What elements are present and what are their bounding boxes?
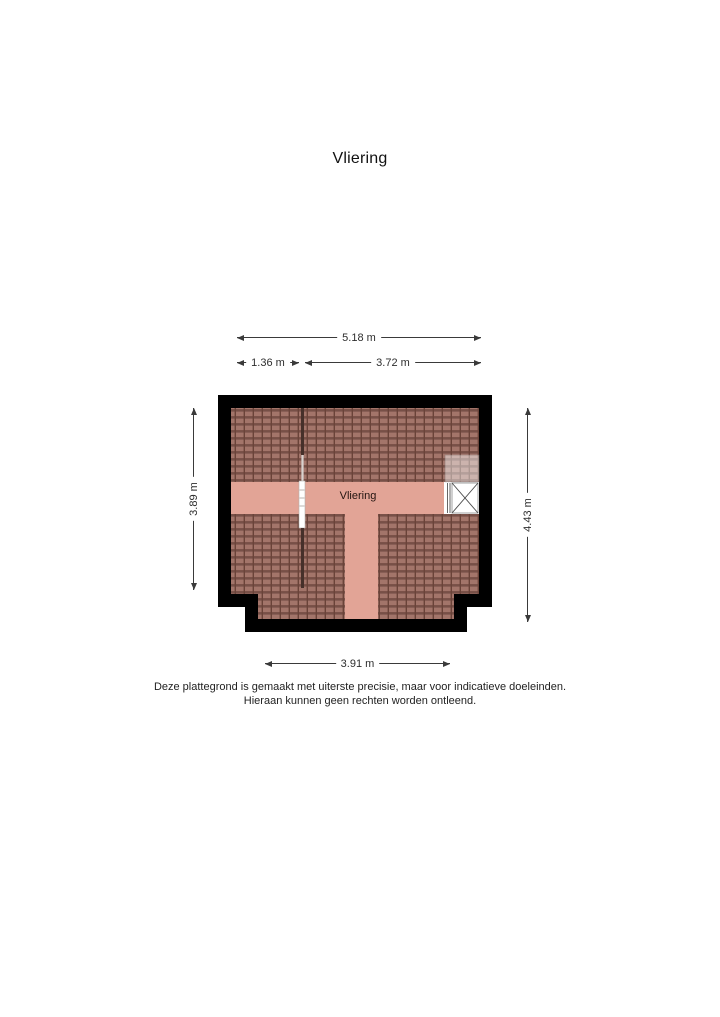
disclaimer-line-1: Deze plattegrond is gemaakt met uiterste precisie, maar voor indicatieve doeleinden.: [153, 681, 567, 693]
floor-area-vertical: [345, 514, 378, 619]
floor-plan-canvas: [218, 395, 492, 632]
dimension-top-total-label: 5.18 m: [337, 332, 381, 344]
page-title: Vliering: [332, 150, 388, 167]
dimension-top-segment-right: [305, 357, 481, 369]
dimension-side-right-label: 4.43 m: [522, 493, 534, 537]
disclaimer: [0, 681, 720, 708]
dimension-side-left-label: 3.89 m: [188, 477, 200, 521]
dimension-bottom: [265, 658, 450, 670]
room-label: Vliering: [339, 490, 377, 502]
disclaimer-line-2: Hieraan kunnen geen rechten worden ontleend.: [243, 694, 477, 707]
dimension-side-left: [188, 408, 200, 590]
dimension-top-segment-left: [237, 357, 299, 369]
dimension-top-total: [237, 332, 481, 344]
dimension-top-segment-right-label: 3.72 m: [371, 357, 415, 369]
loft-hatch-symbol: [444, 455, 479, 514]
dimension-top-segment-left-label: 1.36 m: [246, 357, 290, 369]
dimension-bottom-label: 3.91 m: [336, 658, 380, 670]
dimension-side-right: [522, 408, 534, 622]
floor-area-horizontal: [231, 482, 444, 514]
hatch-swing-overlay: [445, 455, 479, 482]
